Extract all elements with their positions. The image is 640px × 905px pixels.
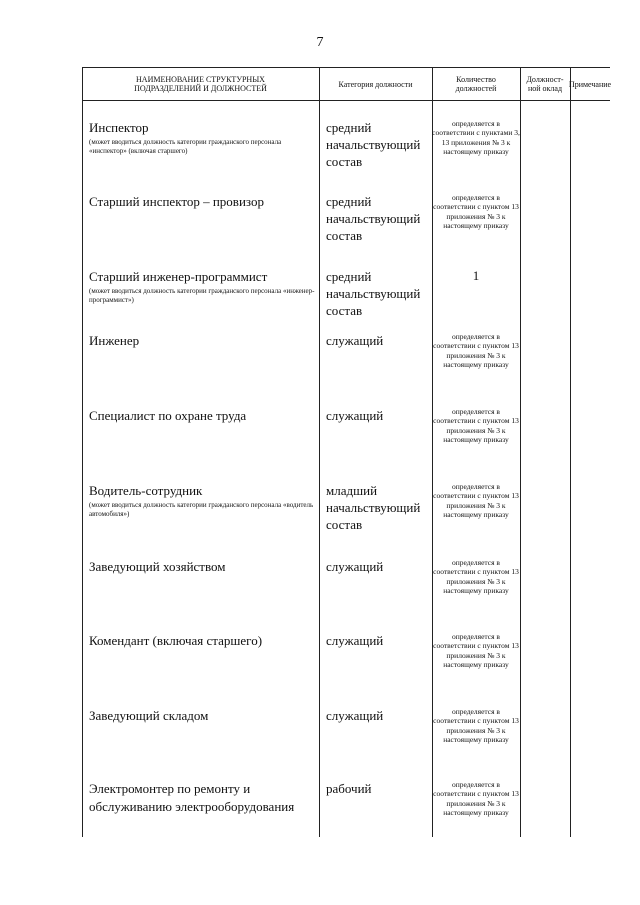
position-name-cell — [89, 268, 319, 305]
position-title: Инспектор — [89, 120, 149, 135]
position-quantity: определяется в соответствии с пунктами 3, 13 приложения № 3 к настоящему приказу — [432, 119, 520, 157]
position-quantity: определяется в соответствии с пунктом 13 приложения № 3 к настоящему приказу — [433, 407, 519, 445]
column-divider — [570, 67, 571, 837]
position-title: Инженер — [89, 333, 140, 348]
position-title: Старший инженер-программист — [89, 269, 268, 284]
position-note: (может вводиться должность категории гражданского персонала «водитель автомобиля») — [89, 501, 314, 518]
header-category: Категория должности — [338, 79, 413, 89]
position-category: служащий — [326, 559, 384, 574]
page-number: 7 — [316, 35, 324, 50]
position-title: Заведующий хозяйством — [89, 559, 226, 574]
position-category: служащий — [326, 708, 384, 723]
position-category: средний начальствующий состав — [326, 120, 421, 169]
position-category: служащий — [326, 408, 384, 423]
position-name-cell — [89, 707, 319, 725]
position-name-cell — [89, 407, 319, 425]
position-quantity: определяется в соответствии с пунктом 13 приложения № 3 к настоящему приказу — [433, 780, 519, 818]
position-quantity: определяется в соответствии с пунктом 13 приложения № 3 к настоящему приказу — [433, 632, 519, 670]
position-note: (может вводиться должность категории гражданского персонала «инспектор» (включая старшего) — [89, 138, 282, 155]
table-border-left — [82, 67, 83, 837]
position-name-cell — [89, 482, 319, 519]
header-salary: Должност-ной оклад — [526, 75, 564, 93]
position-category: средний начальствующий состав — [326, 194, 421, 243]
position-quantity: определяется в соответствии с пунктом 13 приложения № 3 к настоящему приказу — [433, 332, 519, 370]
column-divider — [319, 67, 320, 837]
position-quantity: определяется в соответствии с пунктом 13 приложения № 3 к настоящему приказу — [433, 707, 519, 745]
position-quantity: 1 — [472, 268, 480, 283]
header-note: Примечание — [568, 79, 612, 89]
position-title: Заведующий складом — [89, 708, 209, 723]
position-category: младший начальствующий состав — [326, 483, 421, 532]
position-note: (может вводиться должность категории гражданского персонала «инженер-программист») — [89, 287, 315, 304]
position-title: Комендант (включая старшего) — [89, 633, 263, 648]
staff-table — [82, 67, 610, 837]
position-quantity: определяется в соответствии с пунктом 13 приложения № 3 к настоящему приказу — [433, 558, 519, 596]
position-title: Специалист по охране труда — [89, 408, 247, 423]
table-top-border — [82, 67, 610, 68]
header-quantity: Количество должностей — [455, 75, 497, 93]
position-title: Водитель-сотрудник — [89, 483, 203, 498]
position-name-cell — [89, 193, 319, 211]
header-divider — [82, 100, 610, 101]
position-name-cell — [89, 558, 319, 576]
column-divider — [520, 67, 521, 837]
header-name: НАИМЕНОВАНИЕ СТРУКТУРНЫХ ПОДРАЗДЕЛЕНИЙ И ДОЛЖНОСТЕЙ — [134, 75, 267, 93]
position-name-cell — [89, 632, 319, 650]
position-title: Электромонтер по ремонту и обслуживанию электрооборудования — [89, 781, 295, 814]
position-name-cell — [89, 332, 319, 350]
position-category: средний начальствующий состав — [326, 269, 421, 318]
position-category: рабочий — [326, 781, 372, 796]
position-quantity: определяется в соответствии с пунктом 13 приложения № 3 к настоящему приказу — [433, 193, 519, 231]
position-title: Старший инспектор – провизор — [89, 194, 264, 209]
position-name-cell — [89, 119, 319, 156]
position-quantity: определяется в соответствии с пунктом 13 приложения № 3 к настоящему приказу — [433, 482, 519, 520]
position-category: служащий — [326, 333, 384, 348]
position-name-cell — [89, 780, 319, 816]
position-category: служащий — [326, 633, 384, 648]
